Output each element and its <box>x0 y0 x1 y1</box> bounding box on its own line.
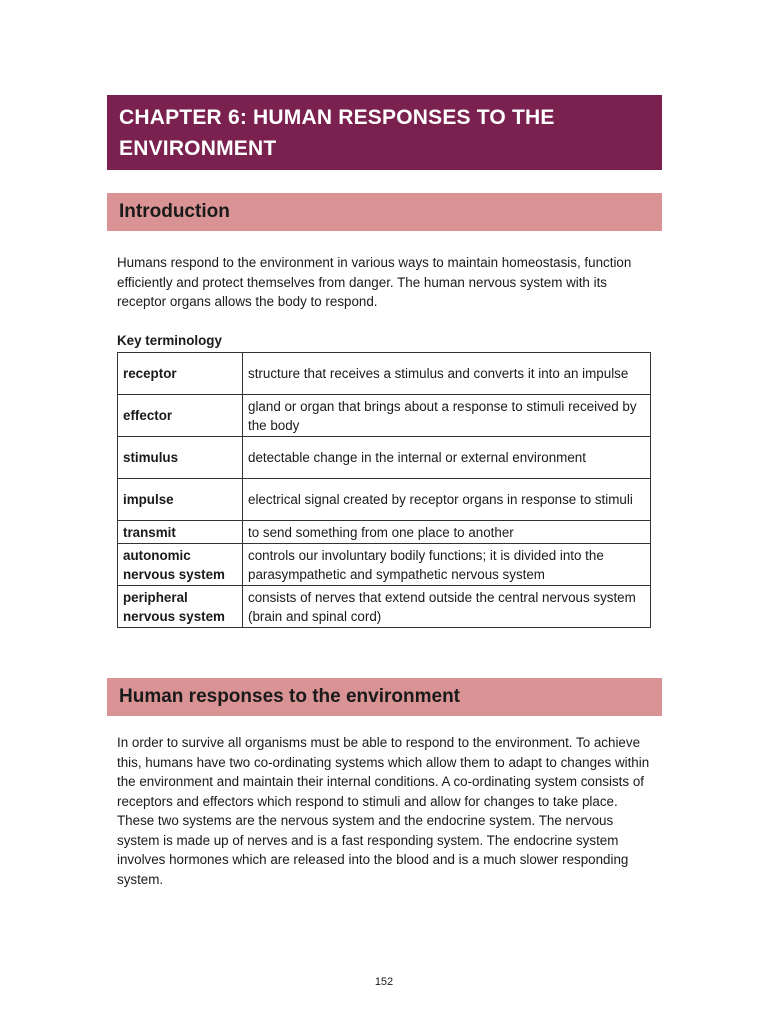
definition-cell: electrical signal created by receptor organs in response to stimuli <box>243 479 651 521</box>
term-cell: stimulus <box>118 437 243 479</box>
definition-cell: structure that receives a stimulus and converts it into an impulse <box>243 353 651 395</box>
term-cell: peripheral nervous system <box>118 586 243 628</box>
term-cell: transmit <box>118 521 243 544</box>
table-row <box>118 586 651 628</box>
table-row <box>118 544 651 586</box>
term-cell: impulse <box>118 479 243 521</box>
table-row <box>118 437 651 479</box>
chapter-title: CHAPTER 6: HUMAN RESPONSES TO THE ENVIRONMENT <box>119 106 555 160</box>
introduction-paragraph: Humans respond to the environment in various ways to maintain homeostasis, function efficiently and protect themselves from danger. The human nervous system with its receptor organs allows the body to respond. <box>117 255 632 309</box>
definition-cell: consists of nerves that extend outside the central nervous system (brain and spinal cord) <box>243 586 651 628</box>
table-row <box>118 353 651 395</box>
term-cell: autonomic nervous system <box>118 544 243 586</box>
table-row <box>118 521 651 544</box>
definition-cell: gland or organ that brings about a response to stimuli received by the body <box>243 395 651 437</box>
key-terminology-table <box>117 352 651 628</box>
human-responses-heading: Human responses to the environment <box>119 686 461 707</box>
human-responses-paragraph: In order to survive all organisms must be able to respond to the environment. To achieve this, humans have two co-ordinating systems which allow them to adapt to changes within the environment and maintain their internal conditions. A co-ordinating system consists of receptors and effectors which respond to stimuli and allow for changes to take place. These two systems are the nervous system and the endocrine system. The nervous system is made up of nerves and is a fast responding system. The endocrine system involves hormones which are released into the blood and is a much slower responding system. <box>117 735 650 887</box>
human-responses-banner <box>107 678 662 716</box>
definition-cell: controls our involuntary bodily functions; it is divided into the parasympathetic and sympathetic nervous system <box>243 544 651 586</box>
table-row <box>118 479 651 521</box>
definition-cell: detectable change in the internal or external environment <box>243 437 651 479</box>
term-cell: receptor <box>118 353 243 395</box>
page-number: 152 <box>374 976 394 988</box>
chapter-banner <box>107 95 662 170</box>
table-row <box>118 395 651 437</box>
term-cell: effector <box>118 395 243 437</box>
introduction-heading: Introduction <box>119 201 230 222</box>
key-terminology-heading: Key terminology <box>117 333 222 348</box>
introduction-banner <box>107 193 662 231</box>
definition-cell: to send something from one place to another <box>243 521 651 544</box>
